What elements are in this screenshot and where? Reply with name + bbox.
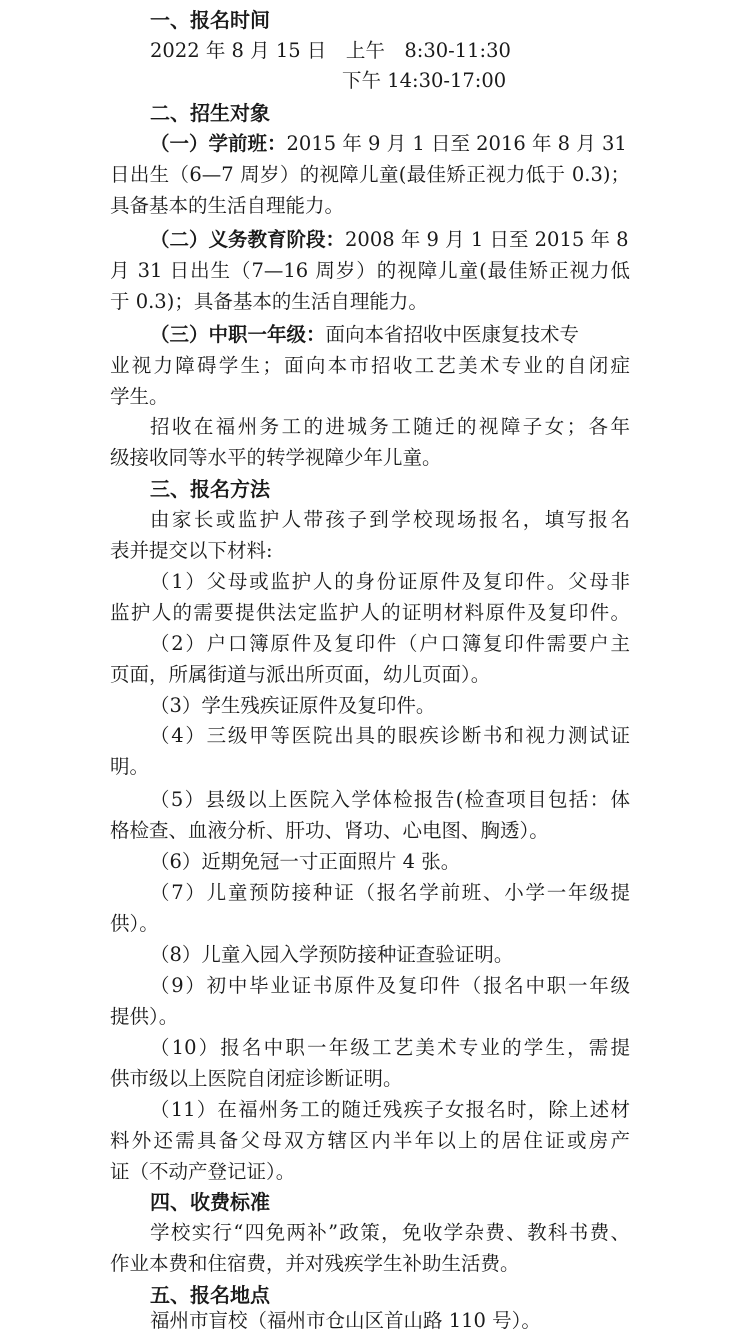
vocational-text-1: 面向本省招收中医康复技术专 bbox=[325, 323, 580, 346]
heading-registration-method: 三、报名方法 bbox=[150, 477, 270, 501]
method-item-10-line2: 供市级以上医院自闭症诊断证明。 bbox=[110, 1067, 403, 1090]
method-item-3-line1: （3）学生残疾证原件及复印件。 bbox=[150, 694, 436, 717]
compulsory-label: （二）义务教育阶段： bbox=[150, 228, 346, 251]
method-item-1-line1: （1）父母或监护人的身份证原件及复印件。父母非 bbox=[150, 570, 630, 593]
migrant-line2: 级接收同等水平的转学视障少年儿童。 bbox=[110, 446, 442, 469]
method-item-6-line1: （6）近期免冠一寸正面照片 4 张。 bbox=[150, 850, 461, 873]
vocational-line3: 学生。 bbox=[110, 385, 169, 408]
heading-enrollment-targets: 二、招生对象 bbox=[150, 101, 270, 125]
method-item-11-line2: 料外还需具备父母双方辖区内半年以上的居住证或房产 bbox=[110, 1129, 630, 1152]
heading-registration-time: 一、报名时间 bbox=[150, 8, 270, 32]
compulsory-paragraph-line1 bbox=[150, 225, 630, 255]
method-item-5-line1: （5）县级以上医院入学体检报告(检查项目包括：体 bbox=[150, 788, 630, 811]
method-item-11-line3: 证（不动产登记证）。 bbox=[110, 1160, 296, 1183]
preschool-paragraph-line1 bbox=[150, 129, 630, 159]
migrant-line1: 招收在福州务工的进城务工随迁的视障子女；各年 bbox=[150, 415, 630, 438]
vocational-line2: 业视力障碍学生；面向本市招收工艺美术专业的自闭症 bbox=[110, 354, 630, 377]
method-item-2-line2: 页面，所属街道与派出所页面，幼儿页面）。 bbox=[110, 663, 491, 686]
compulsory-line3: 于 0.3)；具备基本的生活自理能力。 bbox=[110, 290, 428, 313]
method-item-9-line2: 提供）。 bbox=[110, 1005, 179, 1028]
fee-line1: 学校实行“四免两补”政策，免收学杂费、教科书费、 bbox=[150, 1221, 630, 1244]
compulsory-line2: 月 31 日出生（7—16 周岁）的视障儿童(最佳矫正视力低 bbox=[110, 259, 630, 282]
preschool-line3: 具备基本的生活自理能力。 bbox=[110, 194, 345, 217]
fee-line2: 作业本费和住宿费，并对残疾学生补助生活费。 bbox=[110, 1252, 520, 1275]
method-item-10-line1: （10）报名中职一年级工艺美术专业的学生，需提 bbox=[150, 1036, 630, 1059]
method-item-7-line2: 供）。 bbox=[110, 912, 159, 935]
preschool-label: （一）学前班： bbox=[150, 132, 287, 155]
method-item-4-line2: 明。 bbox=[110, 755, 150, 778]
heading-fee-standard: 四、收费标准 bbox=[150, 1190, 270, 1214]
method-item-11-line1: （11）在福州务工的随迁残疾子女报名时，除上述材 bbox=[150, 1098, 630, 1121]
heading-registration-location: 五、报名地点 bbox=[150, 1283, 270, 1307]
method-item-2-line1: （2）户口簿原件及复印件（户口簿复印件需要户主 bbox=[150, 632, 630, 655]
method-item-4-line1: （4）三级甲等医院出具的眼疾诊断书和视力测试证 bbox=[150, 724, 630, 747]
vocational-label: （三）中职一年级： bbox=[150, 323, 326, 346]
registration-address: 福州市盲校（福州市仓山区首山路 110 号）。 bbox=[150, 1309, 541, 1332]
method-intro-line2: 表并提交以下材料: bbox=[110, 539, 273, 562]
preschool-text-1: 2015 年 9 月 1 日至 2016 年 8 月 31 bbox=[286, 132, 627, 155]
vocational-paragraph-line1 bbox=[150, 320, 630, 350]
registration-afternoon: 下午 14:30-17:00 bbox=[342, 69, 507, 92]
method-intro-line1: 由家长或监护人带孩子到学校现场报名，填写报名 bbox=[150, 508, 630, 531]
method-item-8-line1: （8）儿童入园入学预防接种证查验证明。 bbox=[150, 943, 514, 966]
compulsory-text-1: 2008 年 9 月 1 日至 2015 年 8 bbox=[345, 228, 629, 251]
method-item-7-line1: （7）儿童预防接种证（报名学前班、小学一年级提 bbox=[150, 881, 630, 904]
method-item-5-line2: 格检查、血液分析、肝功、肾功、心电图、胸透）。 bbox=[110, 819, 549, 842]
method-item-1-line2: 监护人的需要提供法定监护人的证明材料原件及复印件。 bbox=[110, 601, 630, 624]
preschool-line2: 日出生（6—7 周岁）的视障儿童(最佳矫正视力低于 0.3)； bbox=[110, 163, 630, 186]
registration-date-morning: 2022 年 8 月 15 日 上午 8:30-11:30 bbox=[150, 39, 511, 62]
method-item-9-line1: （9）初中毕业证书原件及复印件（报名中职一年级 bbox=[150, 974, 630, 997]
